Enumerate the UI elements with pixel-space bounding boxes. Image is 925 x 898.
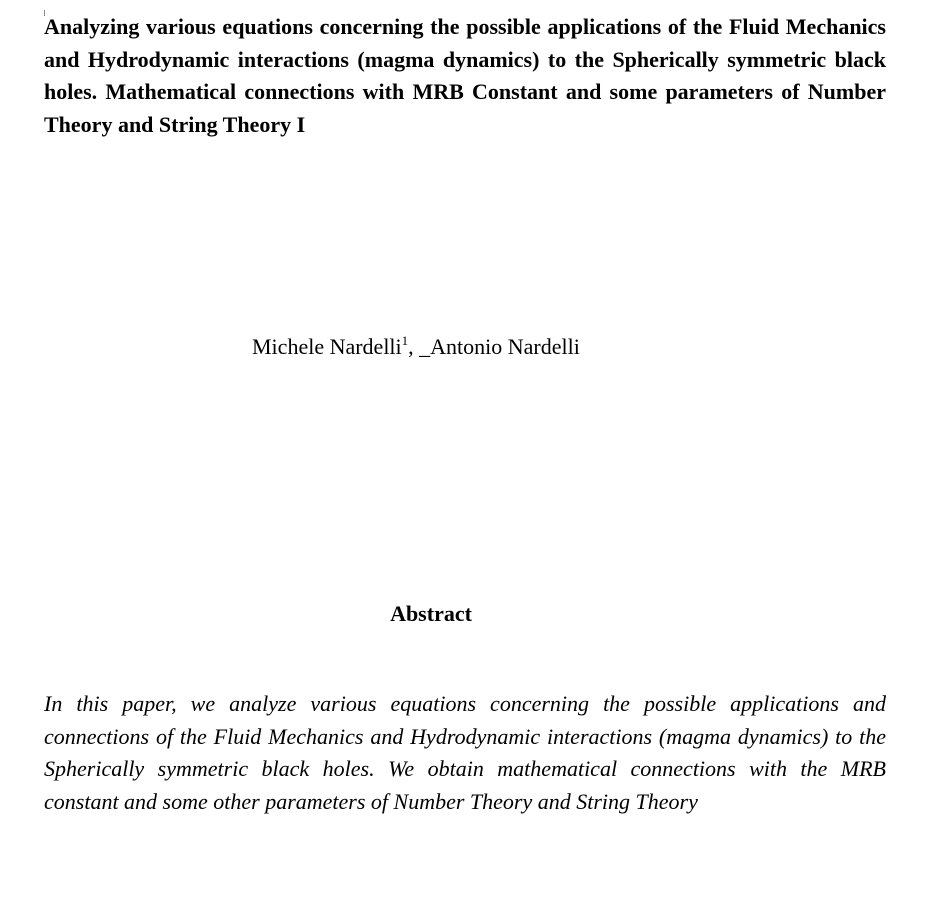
- paper-title: Analyzing various equations concerning the possible applications of the Fluid Mechanics and Hydrodynamic interactions (magma dynamics) to the Spherically symmetric black holes. Mathematical connections with MRB Constant and some parameters of Number Theory and String Theory I: [44, 14, 886, 137]
- author-line: [252, 331, 580, 363]
- author-underscore: _: [419, 334, 431, 359]
- abstract-body: In this paper, we analyze various equations concerning the possible applications and connections of the Fluid Mechanics and Hydrodynamic interactions (magma dynamics) to the Spherically symmetric black holes. We obtain mathematical connections with the MRB constant and some other parameters of Number Theory and String Theory: [44, 691, 886, 814]
- abstract-heading: Abstract: [390, 601, 472, 626]
- author-affiliation-marker: 1: [401, 333, 409, 348]
- author-separator: ,: [408, 334, 420, 359]
- author-michele-nardelli: Michele Nardelli: [252, 334, 402, 359]
- author-antonio-nardelli: Antonio Nardelli: [430, 334, 580, 359]
